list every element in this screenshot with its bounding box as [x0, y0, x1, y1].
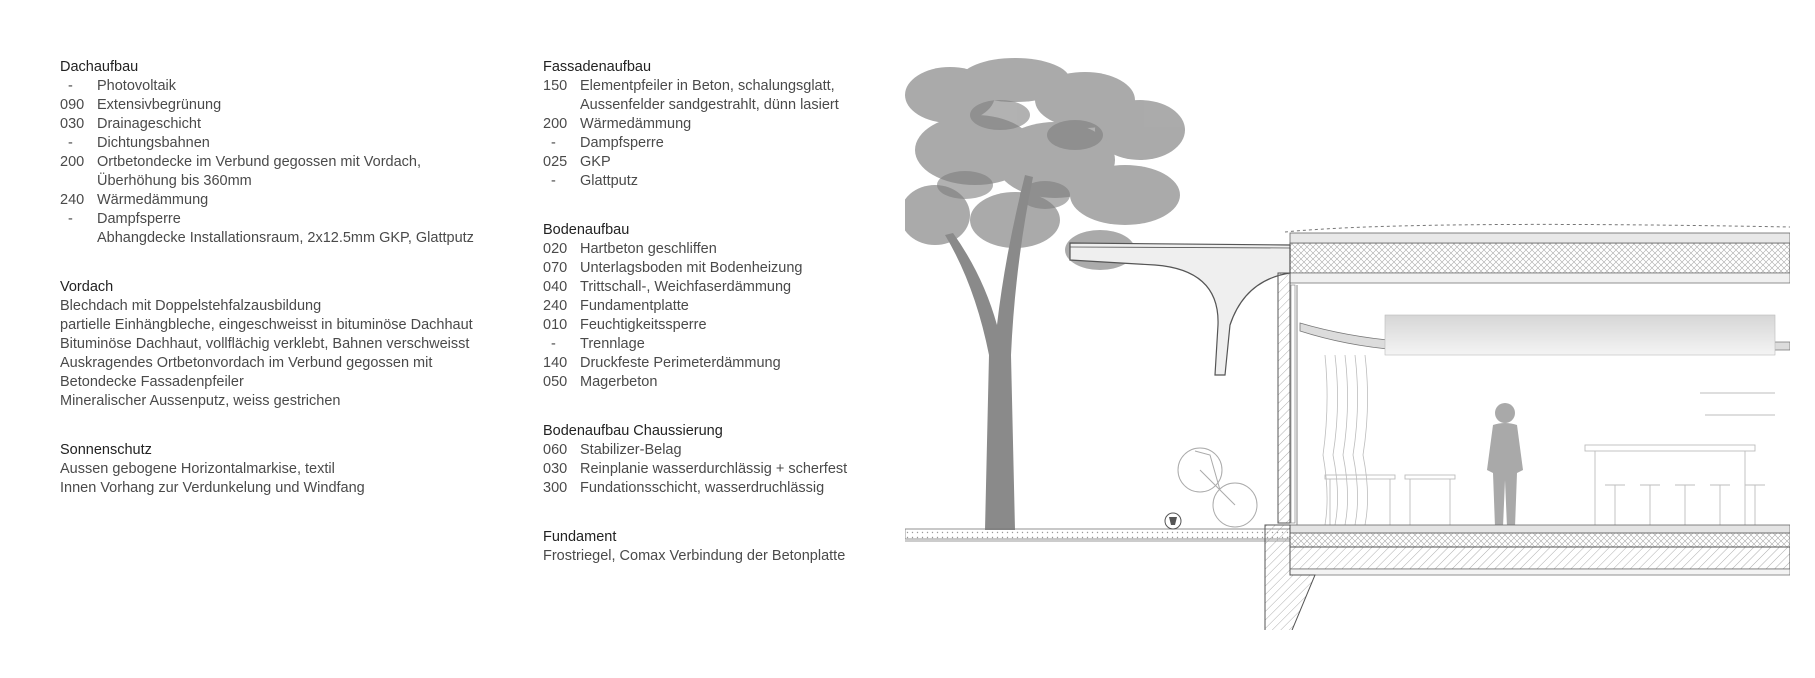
- section-title: Fassadenaufbau: [543, 59, 652, 75]
- building-section-drawing: [905, 55, 1790, 630]
- facade-wall: [1278, 273, 1295, 523]
- layer-row: 240 Fundamentplatte: [543, 298, 689, 314]
- layer-row: 010 Feuchtigkeitssperre: [543, 317, 707, 333]
- section-title: Vordach: [60, 279, 114, 295]
- text-line: Frostriegel, Comax Verbindung der Betonplatte: [543, 548, 846, 564]
- text-line: Innen Vorhang zur Verdunkelung und Windfang: [60, 480, 365, 496]
- section-title: Fundament: [543, 529, 617, 545]
- section-fundament: [543, 528, 923, 566]
- text-line: Blechdach mit Doppelstehfalzausbildung: [60, 298, 322, 314]
- layer-row: 240 Wärmedämmung: [60, 192, 209, 208]
- text-line: partielle Einhängbleche, eingeschweisst in bituminöse Dachhaut: [60, 317, 473, 333]
- section-sonnenschutz: [60, 441, 530, 498]
- layer-row: 200 Ortbetondecke im Verbund gegossen mit Vordach,: [60, 154, 422, 170]
- section-title: Bodenaufbau: [543, 222, 630, 238]
- layer-row: Überhöhung bis 360mm: [97, 173, 252, 189]
- section-bodenaufbau: [543, 221, 923, 392]
- floor-structure: [1290, 525, 1790, 575]
- ball: [1165, 513, 1181, 529]
- layer-row: 070 Unterlagsboden mit Bodenheizung: [543, 260, 803, 276]
- text-line: Aussen gebogene Horizontalmarkise, textil: [60, 461, 335, 477]
- layer-row: 040 Trittschall-, Weichfaserdämmung: [543, 279, 792, 295]
- text-line: Bituminöse Dachhaut, vollflächig verklebt, Bahnen verschweisst: [60, 336, 470, 352]
- layer-row: 030 Reinplanie wasserdurchlässig + scherfest: [543, 461, 848, 477]
- person-silhouette: [1487, 403, 1523, 527]
- legend-column-left: [60, 58, 530, 522]
- layer-row: 200 Wärmedämmung: [543, 116, 692, 132]
- interior-furniture: [1325, 393, 1775, 527]
- layer-row: - Trennlage: [551, 336, 645, 352]
- section-dachaufbau: [60, 58, 530, 248]
- section-vordach: [60, 278, 530, 411]
- layer-row: Abhangdecke Installationsraum, 2x12.5mm GKP, Glattputz: [97, 230, 474, 246]
- section-title: Sonnenschutz: [60, 442, 152, 458]
- tree: [905, 58, 1185, 530]
- layer-row: 050 Magerbeton: [543, 374, 658, 390]
- section-bodenaufbau-chaussierung: [543, 422, 923, 498]
- layer-row: - Dichtungsbahnen: [68, 135, 210, 151]
- layer-row: 300 Fundationsschicht, wasserdruchlässig: [543, 480, 825, 496]
- layer-row: 150 Elementpfeiler in Beton, schalungsglatt,: [543, 78, 835, 94]
- layer-row: - Dampfsperre: [551, 135, 664, 151]
- layer-row: 030 Drainageschicht: [60, 116, 201, 132]
- text-line: Betondecke Fassadenpfeiler: [60, 374, 244, 390]
- legend-column-middle: [543, 58, 923, 590]
- roof-structure: [1285, 224, 1790, 283]
- layer-row: 020 Hartbeton geschliffen: [543, 241, 717, 257]
- section-title: Dachaufbau: [60, 59, 139, 75]
- layer-row: 140 Druckfeste Perimeterdämmung: [543, 355, 781, 371]
- section-title: Bodenaufbau Chaussierung: [543, 423, 723, 439]
- section-fassadenaufbau: [543, 58, 923, 191]
- layer-row: 060 Stabilizer-Belag: [543, 442, 682, 458]
- layer-row: 025 GKP: [543, 154, 611, 170]
- text-line: Mineralischer Aussenputz, weiss gestrichen: [60, 393, 341, 409]
- layer-row: - Photovoltaik: [68, 78, 176, 94]
- text-line: Auskragendes Ortbetonvordach im Verbund gegossen mit: [60, 355, 433, 371]
- layer-row: - Dampfsperre: [68, 211, 181, 227]
- ground-exterior: [905, 529, 1290, 539]
- layer-row: Aussenfelder sandgestrahlt, dünn lasiert: [580, 97, 839, 113]
- layer-row: - Glattputz: [551, 173, 639, 189]
- layer-row: 090 Extensivbegrünung: [60, 97, 222, 113]
- bicycle: [1178, 448, 1257, 527]
